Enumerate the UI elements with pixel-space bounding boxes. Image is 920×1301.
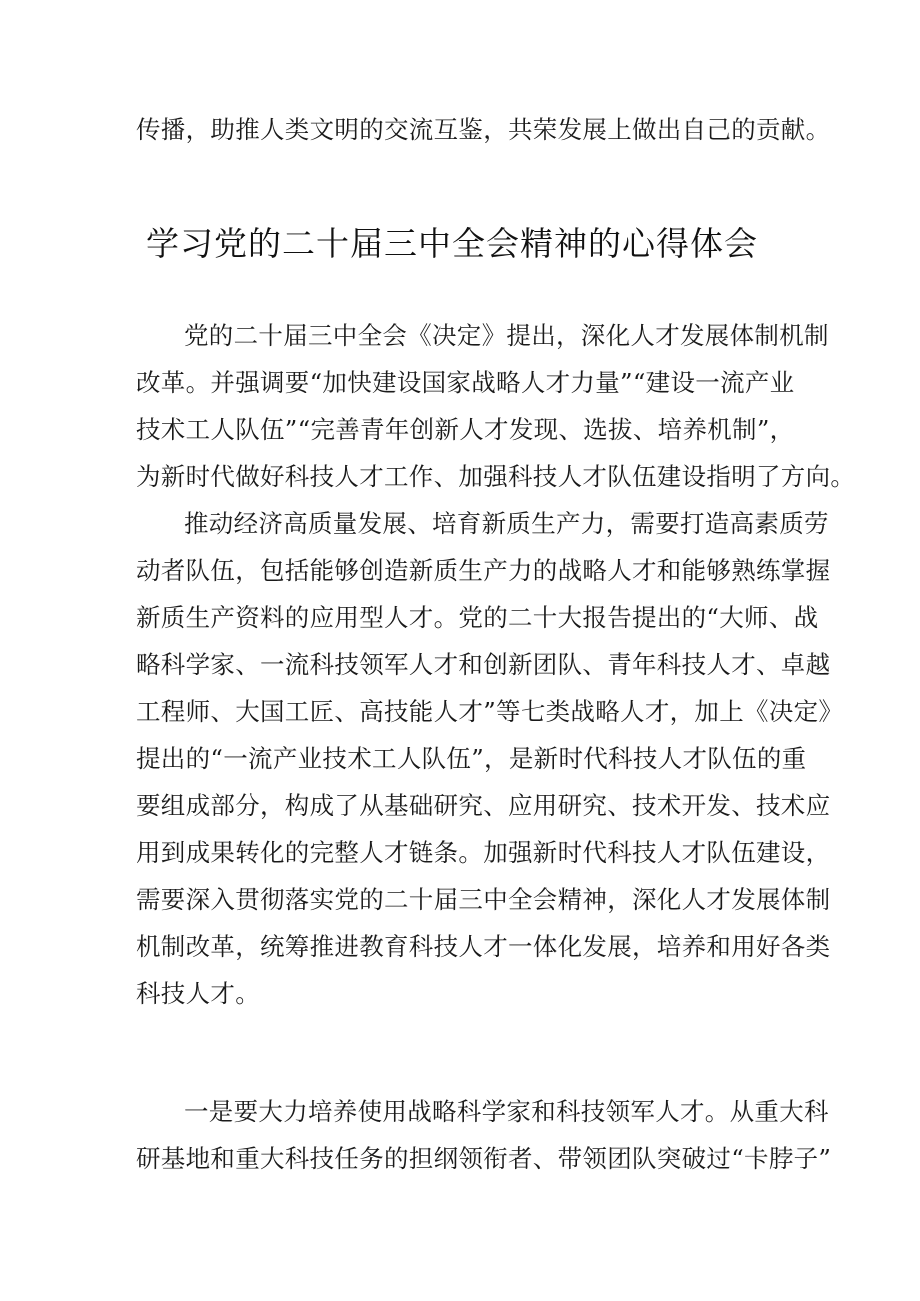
carryover-line: 传播，助推人类文明的交流互鉴，共荣发展上做出自己的贡献。 [136, 115, 831, 144]
paragraph-2-line-11: 科技人才。 [136, 979, 260, 1008]
paragraph-2-line-9: 需要深入贯彻落实党的二十届三中全会精神，深化人才发展体制 [136, 885, 831, 914]
paragraph-2-line-3: 新质生产资料的应用型人才。党的二十大报告提出的“大师、战 [136, 603, 819, 632]
paragraph-3-line-1: 一是要大力培养使用战略科学家和科技领军人才。从重大科 [184, 1097, 829, 1126]
paragraph-1-line-3: 技术工人队伍”“完善青年创新人才发现、选拔、培养机制”， [136, 415, 795, 444]
paragraph-2-line-5: 工程师、大国工匠、高技能人才”等七类战略人才，加上《决定》 [136, 697, 844, 726]
paragraph-1-line-2: 改革。并强调要“加快建设国家战略人才力量”“建设一流产业 [136, 368, 795, 397]
paragraph-2-line-6: 提出的“一流产业技术工人队伍”，是新时代科技人才队伍的重 [136, 744, 807, 773]
paragraph-2-line-4: 略科学家、一流科技领军人才和创新团队、青年科技人才、卓越 [136, 650, 831, 679]
paragraph-2-line-1: 推动经济高质量发展、培育新质生产力，需要打造高素质劳 [184, 509, 829, 538]
paragraph-2-line-7: 要组成部分，构成了从基础研究、应用研究、技术开发、技术应 [136, 791, 831, 820]
paragraph-1-line-1: 党的二十届三中全会《决定》提出，深化人才发展体制机制 [184, 321, 829, 350]
paragraph-2-line-10: 机制改革，统筹推进教育科技人才一体化发展，培养和用好各类 [136, 932, 831, 961]
paragraph-2-line-2: 动者队伍，包括能够创造新质生产力的战略人才和能够熟练掌握 [136, 556, 831, 585]
document-title: 学习党的二十届三中全会精神的心得体会 [146, 224, 758, 263]
paragraph-3-line-2: 研基地和重大科技任务的担纲领衔者、带领团队突破过“卡脖子” [136, 1144, 832, 1173]
paragraph-2-line-8: 用到成果转化的完整人才链条。加强新时代科技人才队伍建设， [136, 838, 831, 867]
paragraph-1-line-4: 为新时代做好科技人才工作、加强科技人才队伍建设指明了方向。 [136, 462, 856, 491]
